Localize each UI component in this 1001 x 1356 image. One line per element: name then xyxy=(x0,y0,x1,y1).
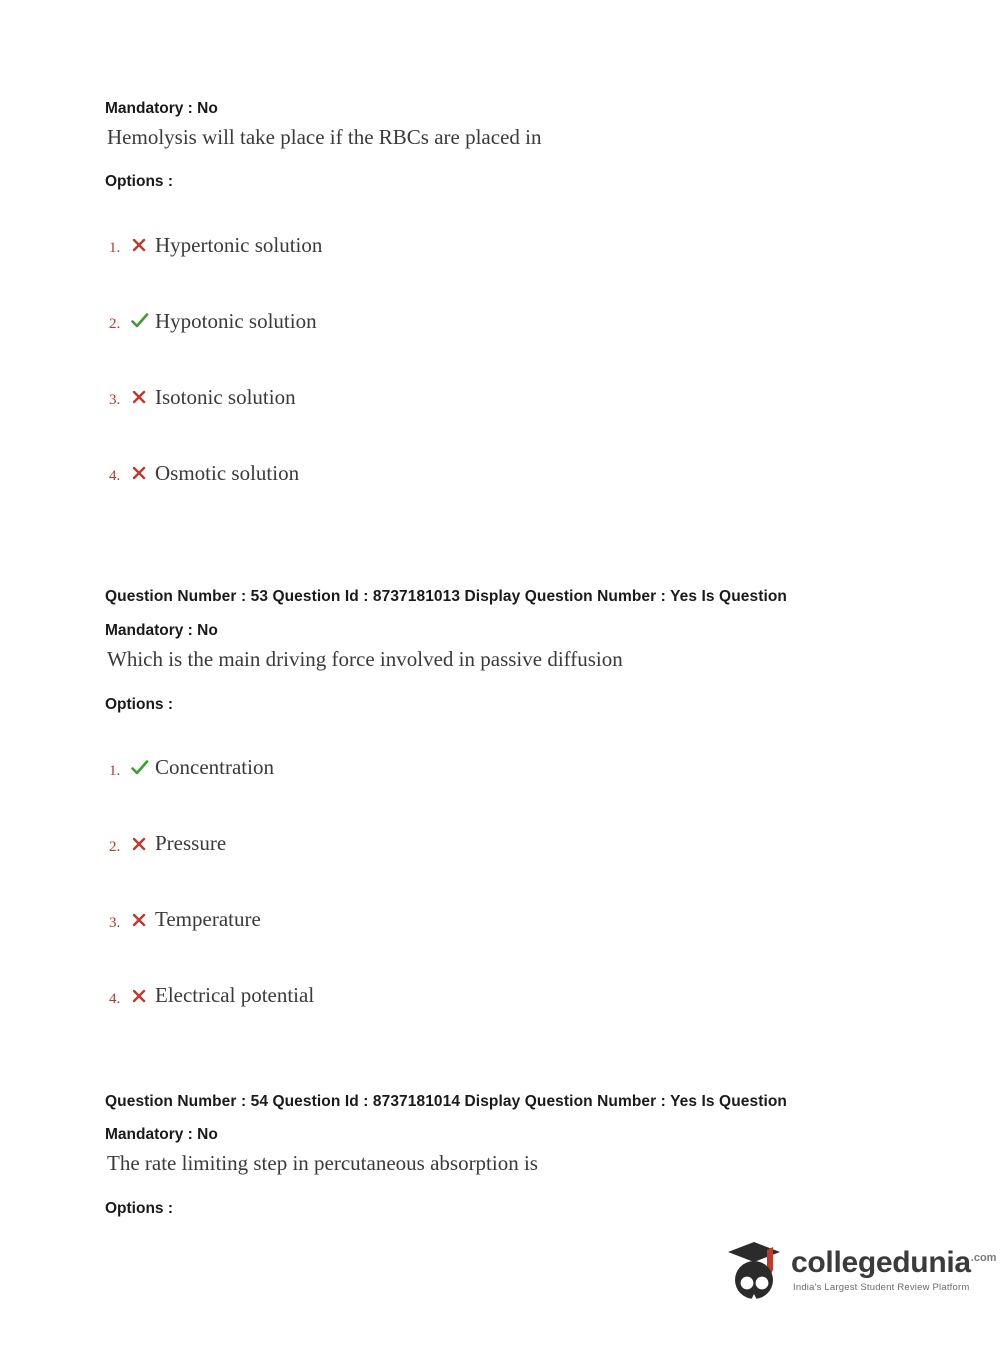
cross-icon xyxy=(131,836,153,856)
question-stem: The rate limiting step in percutaneous absorption is xyxy=(107,1151,538,1176)
option-number: 4. xyxy=(109,468,121,485)
cross-icon xyxy=(131,988,153,1008)
options-label: Options : xyxy=(105,173,174,191)
question-mandatory: Mandatory : No xyxy=(105,622,218,640)
cross-icon xyxy=(131,912,153,932)
watermark-tagline: India's Largest Student Review Platform xyxy=(793,1282,970,1293)
section-spacer xyxy=(105,1032,896,1092)
option-number: 3. xyxy=(109,392,121,409)
section-spacer xyxy=(105,509,896,587)
option-text: Concentration xyxy=(155,755,274,780)
option-item[interactable] xyxy=(105,880,896,932)
option-number: 2. xyxy=(109,838,121,855)
option-number: 1. xyxy=(109,762,121,779)
watermark-suffix: .com xyxy=(970,1252,997,1264)
check-icon xyxy=(131,760,153,780)
options-list xyxy=(105,728,896,1008)
option-item[interactable] xyxy=(105,433,896,485)
question-stem: Which is the main driving force involved in passive diffusion xyxy=(107,647,623,672)
question-mandatory: Mandatory : No xyxy=(105,100,218,117)
option-text: Hypotonic solution xyxy=(155,309,317,334)
question-block xyxy=(105,1092,896,1218)
option-text: Osmotic solution xyxy=(155,461,300,486)
question-header: Question Number : 54 Question Id : 8737181014 Display Question Number : Yes Is Question xyxy=(105,1092,788,1110)
watermark-name: collegedunia$^{.com}$ xyxy=(791,1246,997,1279)
option-text: Pressure xyxy=(155,831,227,856)
option-text: Hypertonic solution xyxy=(155,233,323,258)
cross-icon xyxy=(131,465,153,485)
check-icon xyxy=(131,313,153,333)
option-item[interactable] xyxy=(105,357,896,409)
option-number: 4. xyxy=(109,990,121,1007)
question-block xyxy=(105,100,896,485)
question-mandatory: Mandatory : No xyxy=(105,1126,218,1144)
option-number: 3. xyxy=(109,914,121,931)
option-text: Isotonic solution xyxy=(155,385,296,410)
question-header: Question Number : 53 Question Id : 8737181013 Display Question Number : Yes Is Question xyxy=(105,588,788,606)
options-label: Options : xyxy=(105,1199,174,1217)
option-item[interactable] xyxy=(105,956,896,1008)
option-number: 2. xyxy=(109,316,121,333)
option-item[interactable] xyxy=(105,804,896,856)
graduate-logo-icon xyxy=(723,1236,785,1308)
cross-icon xyxy=(131,237,153,257)
option-item[interactable] xyxy=(105,728,896,780)
option-text: Temperature xyxy=(155,907,261,932)
option-number: 1. xyxy=(109,240,121,257)
collegedunia-watermark xyxy=(723,1236,997,1318)
question-block xyxy=(105,587,896,1007)
options-label: Options : xyxy=(105,695,174,713)
question-stem: Hemolysis will take place if the RBCs are placed in xyxy=(107,125,542,149)
option-text: Electrical potential xyxy=(155,983,315,1008)
option-item[interactable] xyxy=(105,281,896,333)
cross-icon xyxy=(131,389,153,409)
option-item[interactable] xyxy=(105,205,896,257)
options-list xyxy=(105,205,896,485)
